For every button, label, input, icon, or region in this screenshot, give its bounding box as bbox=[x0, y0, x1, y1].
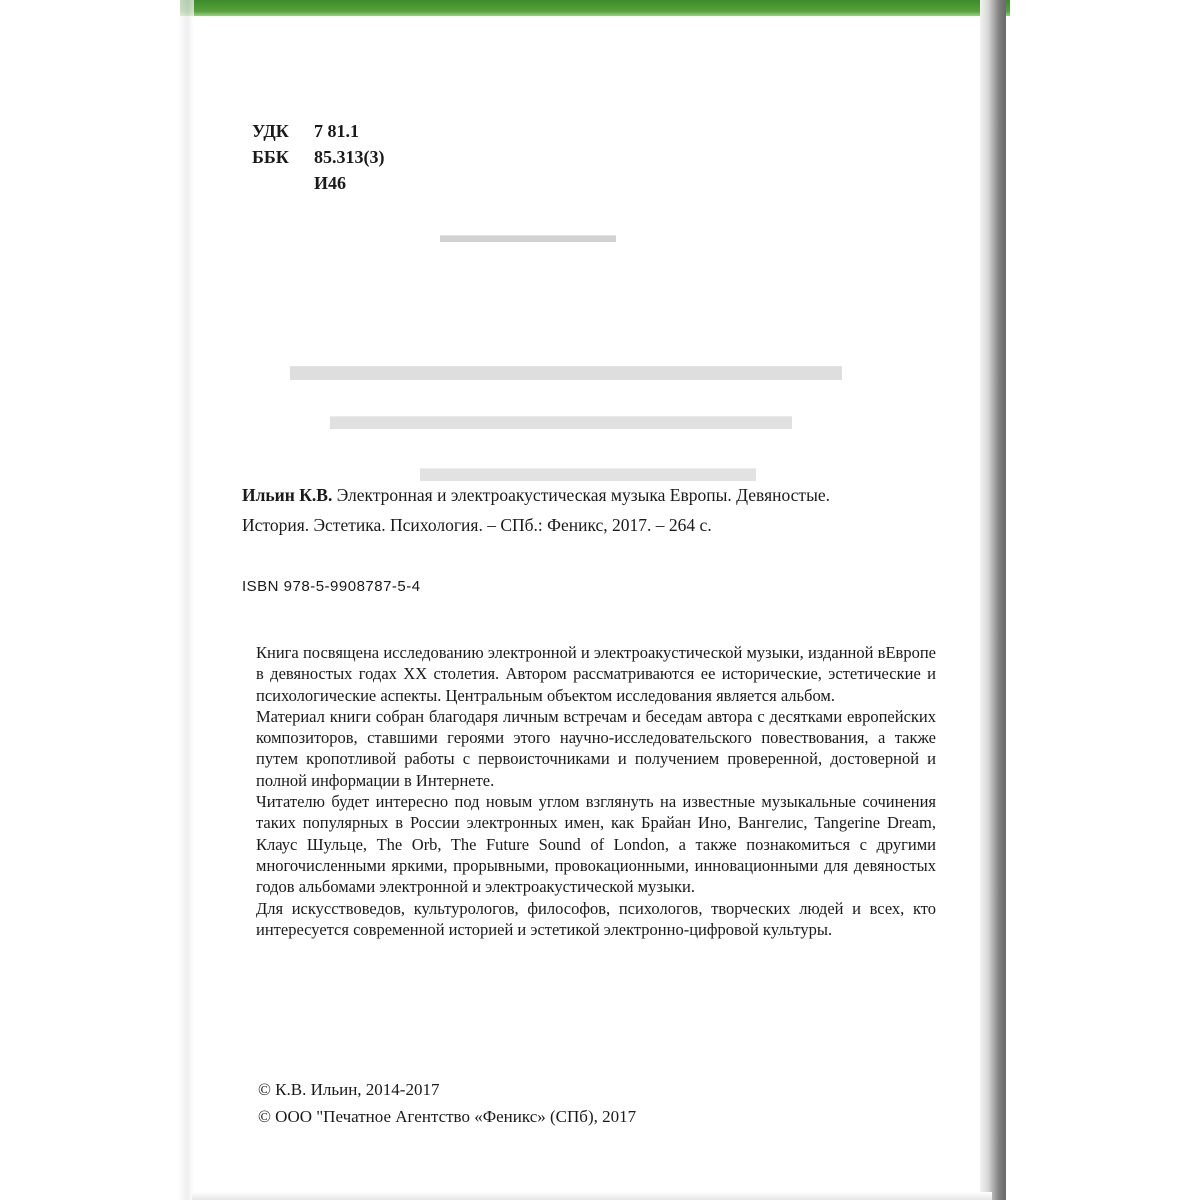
udk-value: 7 81.1 bbox=[314, 121, 359, 141]
biblio-line-1 bbox=[242, 480, 942, 510]
annotation-paragraph: Читателю будет интересно под новым углом взглянуть на известные музыкальные сочинения таких популярных в России электронных имен, как Брайан Ино, Вангелис, Tangerine Dream, Клаус Шульце, The Orb, The Future Sound of London, а также познакомиться с другими многочисленными яркими, прорывными, провокационными, инновационными для девяностых годов альбомами электронной и электроакустической музыки. bbox=[256, 792, 936, 897]
page-edge-bottom bbox=[192, 1192, 992, 1200]
isbn: ISBN 978-5-9908787-5-4 bbox=[242, 578, 421, 595]
copyright-block bbox=[258, 1076, 636, 1130]
biblio-author: Ильин К.В. bbox=[242, 485, 333, 505]
bbk-row bbox=[252, 144, 385, 170]
copyright-author: © К.В. Ильин, 2014-2017 bbox=[258, 1080, 440, 1099]
annotation-paragraph: Материал книги собран благодаря личным встречам и беседам автора с десятками европейских композиторов, ставшими героями этого научно-исследовательского повествования, а также путем кропотливой работы с первоисточниками и получением проверенной, достоверной и полной информации в Интернете. bbox=[256, 706, 936, 790]
show-through-mark: ▬▬▬▬▬▬▬▬▬▬▬ bbox=[330, 393, 792, 439]
scan-background bbox=[1000, 0, 1200, 1200]
author-mark: И46 bbox=[314, 173, 347, 193]
copyright-publisher: © ООО "Печатное Агентство «Феникс» (СПб), 2017 bbox=[258, 1107, 637, 1126]
catalog-codes bbox=[252, 118, 385, 196]
annotation bbox=[256, 642, 936, 940]
cover-edge-top bbox=[180, 0, 1010, 16]
bbk-label: ББК bbox=[252, 147, 289, 167]
show-through-mark: ▬▬▬▬▬▬▬▬ bbox=[440, 222, 616, 247]
udk-row bbox=[252, 118, 385, 144]
bbk-value: 85.313(3) bbox=[314, 147, 385, 167]
show-through-mark: ▬▬▬▬▬▬▬▬▬▬▬▬ bbox=[290, 339, 842, 390]
page-edge-left bbox=[178, 0, 194, 1200]
annotation-paragraph: Книга посвящена исследованию электронной и электроакустической музыки, изданной вЕвропе в девяностых годах XX столетия. Автором рассматриваются ее историческиe, эстетические и психологические аспекты. Центральным объектом исследования является альбом. bbox=[256, 643, 936, 705]
page-edge-right bbox=[980, 0, 1006, 1200]
show-through-mark: ▬▬▬▬▬▬▬▬ bbox=[420, 445, 756, 491]
udk-label: УДК bbox=[252, 121, 289, 141]
annotation-paragraph: Для искусствоведов, культурологов, философов, психологов, творческих людей и всех, кто интересуется современной историей и эстетикой электронно-цифровой культуры. bbox=[256, 898, 936, 939]
bibliographic-record bbox=[242, 480, 942, 540]
biblio-title: Электронная и электроакустическая музыка Европы. Девяностые. bbox=[336, 485, 830, 505]
biblio-line-2: История. Эстетика. Психология. – СПб.: Феникс, 2017. – 264 с. bbox=[242, 515, 712, 535]
